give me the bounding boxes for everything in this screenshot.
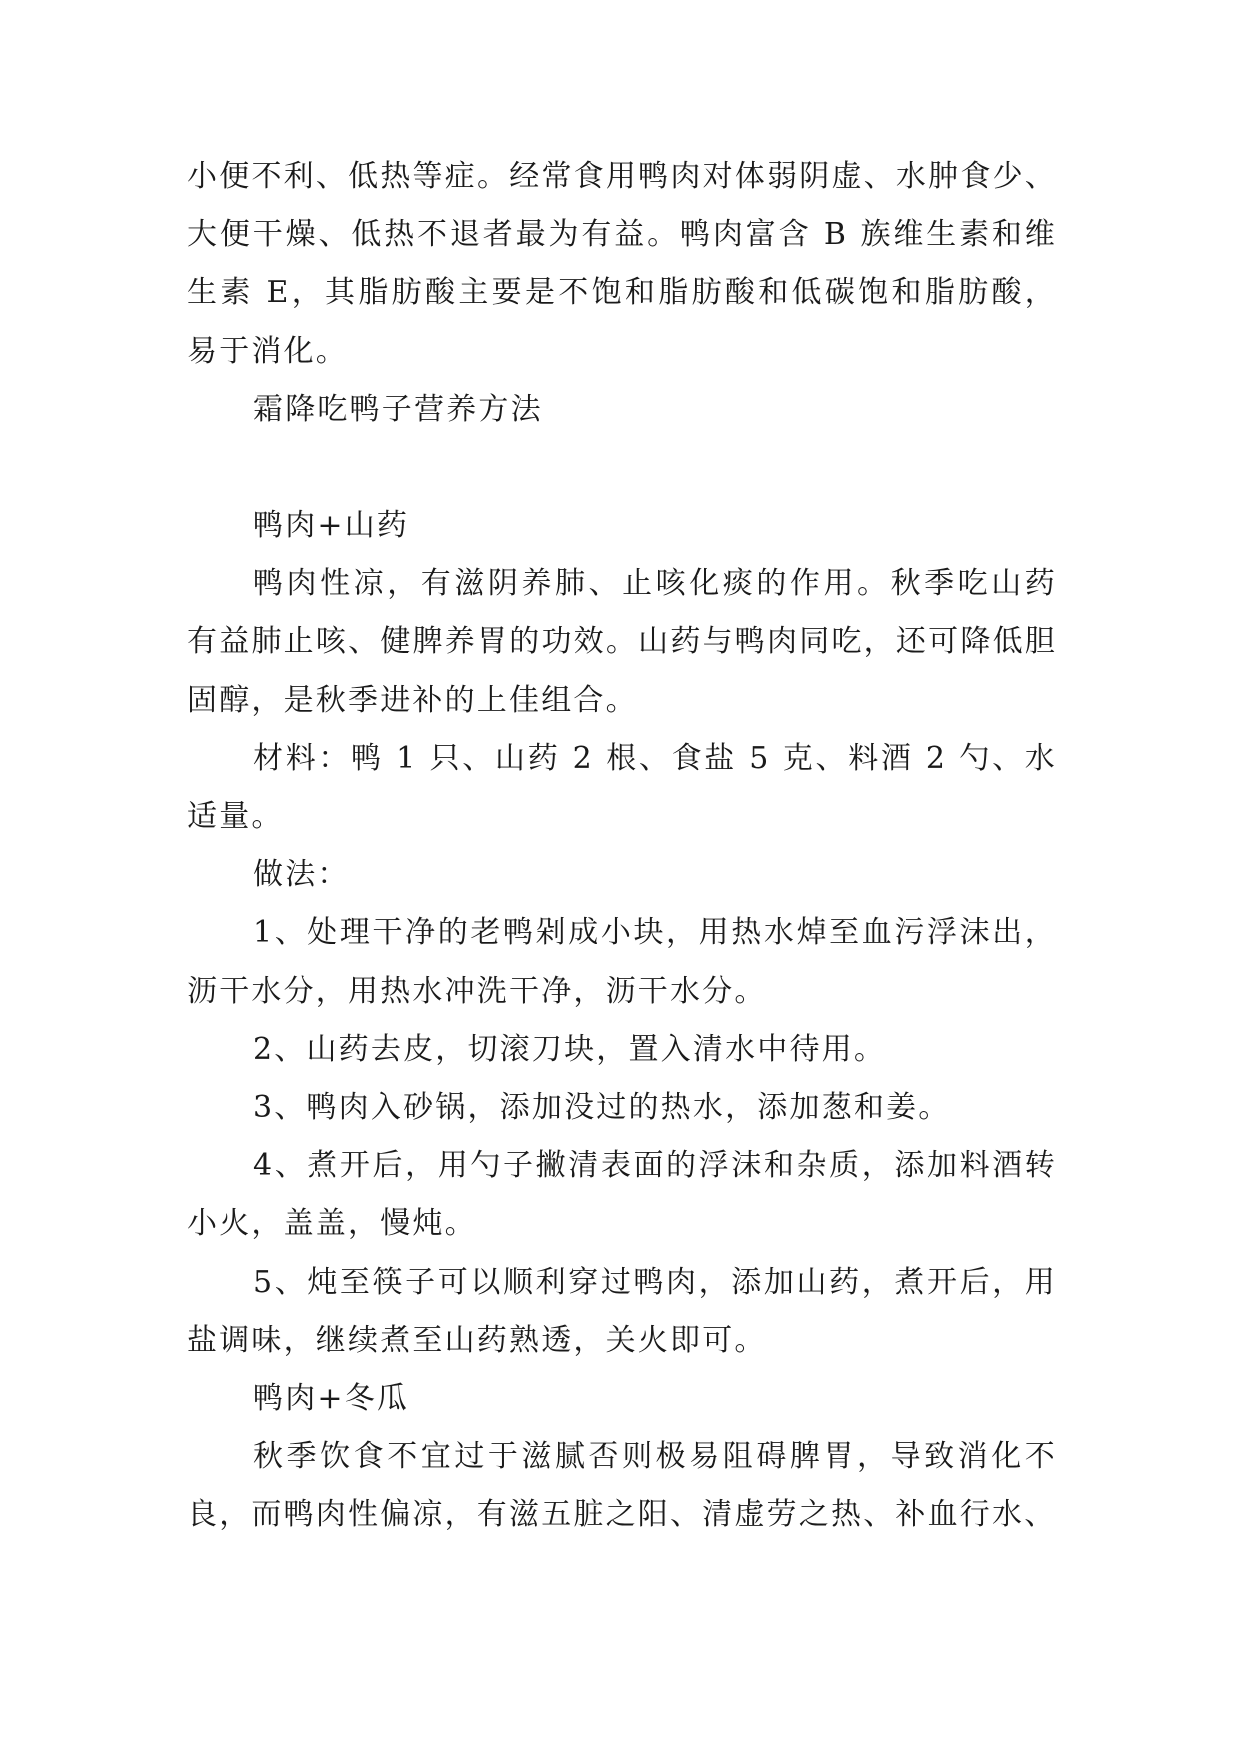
section-heading-nutrition-methods: 霜降吃鸭子营养方法 [253, 391, 543, 427]
step-3: 3、鸭肉入砂锅，添加没过的热水，添加葱和姜。 [253, 1090, 951, 1126]
subheading-duck-yam: 鸭肉+山药 [253, 508, 410, 544]
step-5: 5、炖至筷子可以顺利穿过鸭肉，添加山药，煮开后，用盐调味，继续煮至山药熟透，关火即可。 [187, 1264, 1057, 1358]
paragraph-duck-winter-melon-intro: 秋季饮食不宜过于滋腻否则极易阻碍脾胃，导致消化不良，而鸭肉性偏凉，有滋五脏之阳、清虚劳之热、补血行水、 [187, 1439, 1057, 1533]
step-2: 2、山药去皮，切滚刀块，置入清水中待用。 [253, 1031, 887, 1067]
step-1: 1、处理干净的老鸭剁成小块，用热水焯至血污浮沫出，沥干水分，用热水冲洗干净，沥干水分。 [187, 915, 1057, 1009]
step-4: 4、煮开后，用勺子撇清表面的浮沫和杂质，添加料酒转小火，盖盖，慢炖。 [187, 1148, 1057, 1242]
paragraph-duck-benefits: 小便不利、低热等症。经常食用鸭肉对体弱阴虚、水肿食少、大便干燥、低热不退者最为有益。鸭肉富含 B 族维生素和维生素 E，其脂肪酸主要是不饱和脂肪酸和低碳饱和脂肪酸，易于消化。 [187, 159, 1057, 369]
paragraph-method-label: 做法： [253, 857, 350, 893]
document-body [187, 148, 1057, 1545]
paragraph-duck-yam-intro: 鸭肉性凉，有滋阴养肺、止咳化痰的作用。秋季吃山药有益肺止咳、健脾养胃的功效。山药与鸭肉同吃，还可降低胆固醇，是秋季进补的上佳组合。 [187, 566, 1057, 718]
paragraph-ingredients: 材料：鸭 1 只、山药 2 根、食盐 5 克、料酒 2 勺、水适量。 [187, 740, 1057, 835]
subheading-duck-winter-melon: 鸭肉+冬瓜 [253, 1381, 410, 1417]
